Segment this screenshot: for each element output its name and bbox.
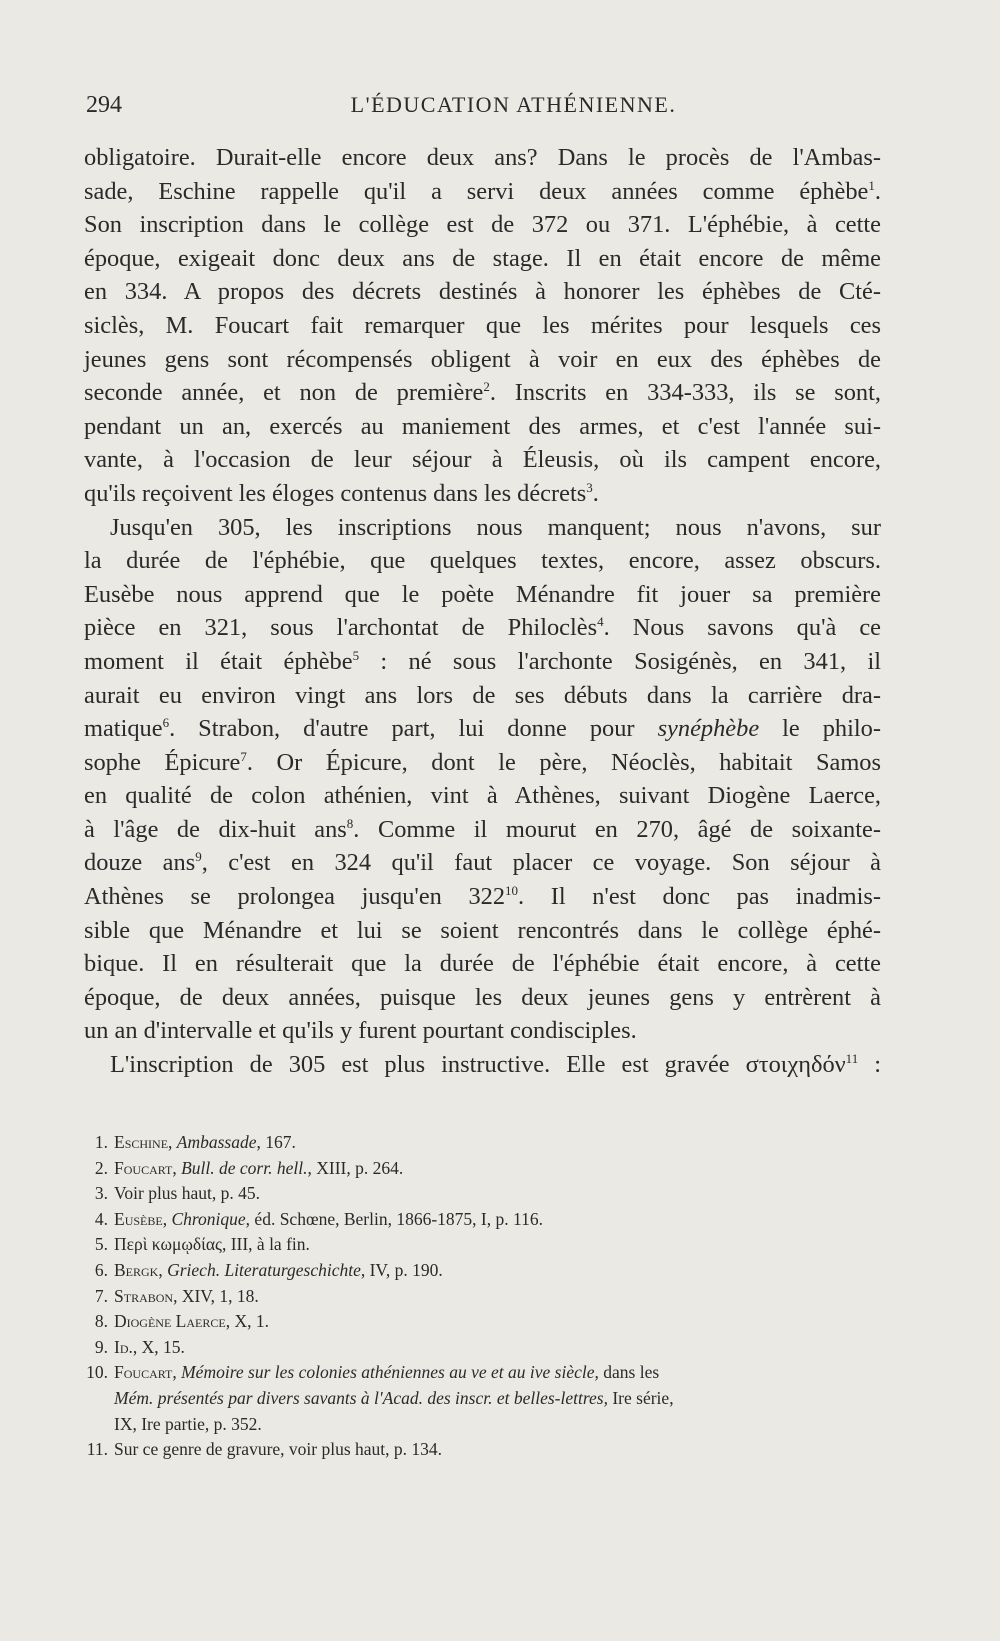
body-line-text: un an d'intervalle et qu'ils y furent pourtant condisciples. — [84, 1017, 637, 1045]
body-line-tail: . — [592, 479, 599, 507]
footnote-author: Id. — [114, 1336, 133, 1357]
footnote-author: Diogène Laerce — [114, 1311, 226, 1332]
footnote-author: Foucart — [114, 1157, 173, 1178]
body-line — [84, 343, 881, 377]
footnote — [84, 1232, 881, 1258]
body-line — [84, 175, 881, 209]
footnote-ref: 5 — [352, 647, 360, 663]
footnote-text: , — [162, 1208, 172, 1229]
footnote-number: 2. — [94, 1157, 108, 1178]
body-line-text: siclès, M. Foucart fait remarquer que les mérites pour lesquels ces — [84, 311, 881, 339]
body-line-text: sible que Ménandre et lui se soient rencontrés dans le collège éphé- — [84, 916, 881, 944]
footnote — [84, 1360, 881, 1386]
body-line-tail: . Il n'est donc pas inadmis- — [518, 883, 881, 911]
body-line-text: la durée de l'éphébie, que quelques textes, encore, assez obscurs. — [84, 547, 881, 575]
body-line-text: en 334. A propos des décrets destinés à honorer les éphèbes de Cté- — [84, 278, 881, 306]
footnote-number: 9. — [94, 1336, 108, 1357]
footnote-title: Griech. Literaturgeschichte — [167, 1259, 361, 1280]
body-line — [84, 880, 881, 914]
footnote-author: Strabon — [114, 1285, 174, 1306]
body-line — [84, 410, 881, 444]
footnote — [84, 1258, 881, 1284]
footnote-text: Voir plus haut, p. 45. — [114, 1183, 260, 1204]
footnote — [84, 1156, 881, 1182]
body-line — [84, 611, 881, 645]
running-title: L'ÉDUCATION ATHÉNIENNE. — [350, 92, 677, 117]
footnote — [84, 1207, 881, 1233]
footnote-ref: 8 — [346, 815, 354, 831]
footnote-ref: 3 — [586, 479, 593, 495]
footnote-text: , — [158, 1259, 168, 1280]
footnote-text: Sur ce genre de gravure, voir plus haut, p. 134. — [114, 1439, 443, 1460]
footnote-title: Bull. de corr. hell. — [181, 1157, 308, 1178]
footnote-text: , 167. — [256, 1132, 296, 1152]
body-line — [84, 813, 881, 847]
page-header — [86, 92, 881, 124]
footnote-title: Mém. présentés par divers savants à l'Acad. des inscr. et belles-lettres, — [114, 1387, 608, 1408]
footnote-ref: 4 — [597, 614, 604, 630]
body-line — [84, 746, 881, 780]
footnote-text: dans les — [598, 1362, 660, 1383]
body-line-text: L'inscription de 305 est plus instructive. Elle est gravée στοιχηδόν — [110, 1051, 846, 1079]
body-line-text: moment il était éphèbe — [84, 647, 353, 675]
body-line-tail: . Inscrits en 334-333, ils se sont, — [489, 379, 881, 407]
body-line — [84, 511, 881, 545]
body-line — [84, 208, 881, 242]
footnote-number: 5. — [94, 1234, 108, 1255]
body-line-text: Jusqu'en 305, les inscriptions nous manquent; nous n'avons, sur — [110, 513, 881, 541]
footnote-ref: 10 — [505, 883, 519, 899]
body-line — [84, 779, 881, 813]
footnote-text: Ire série, — [607, 1387, 674, 1408]
footnote-title: Ambassade — [176, 1132, 257, 1152]
footnote-author: Eusèbe — [114, 1208, 163, 1229]
body-line — [84, 141, 881, 175]
footnote-text: , — [168, 1132, 177, 1152]
body-line-tail: . Nous savons qu'à ce — [603, 614, 881, 642]
body-line — [84, 1014, 881, 1048]
footnote-text: , X, 1. — [225, 1311, 269, 1332]
body-line-text: en qualité de colon athénien, vint à Athènes, suivant Diogène Laerce, — [84, 782, 881, 810]
body-line-tail: . Comme il mourut en 270, âgé de soixante- — [353, 815, 881, 843]
body-line — [84, 914, 881, 948]
body-line-tail: . Or Épicure, dont le père, Néoclès, habitait Samos — [246, 748, 881, 776]
footnote-author: Eschine — [114, 1132, 169, 1152]
body-line-tail: : — [858, 1051, 882, 1079]
body-line — [84, 242, 881, 276]
footnote-ref: 7 — [240, 748, 247, 764]
footnote — [84, 1386, 881, 1412]
footnote-number: 8. — [94, 1311, 108, 1332]
footnote-text: , éd. Schœne, Berlin, 1866-1875, I, p. 116. — [245, 1208, 543, 1229]
body-line-tail: le philo- — [759, 715, 882, 743]
body-line — [84, 846, 881, 880]
footnote-title: Mémoire sur les colonies athéniennes au ve et au ive siècle, — [181, 1362, 599, 1383]
body-line-text: matique — [84, 715, 163, 743]
body-line — [84, 309, 881, 343]
body-line-text: Athènes se prolongea jusqu'en 322 — [84, 883, 506, 911]
body-line-text: pièce en 321, sous l'archontat de Philoclès — [84, 614, 598, 642]
body-line-text: sophe Épicure — [84, 748, 241, 776]
body-line — [84, 947, 881, 981]
body-line — [84, 275, 881, 309]
body-line-text: époque, de deux années, puisque les deux jeunes gens y entrèrent à — [84, 983, 881, 1011]
footnotes — [84, 1130, 881, 1463]
footnote-ref: 1 — [868, 177, 875, 193]
body-line-text: seconde année, et non de première — [84, 379, 484, 407]
body-line-text: douze ans — [84, 849, 196, 877]
body-line-tail: . Strabon, d'autre part, lui donne pour — [169, 715, 658, 743]
body-line — [84, 376, 881, 410]
footnote — [84, 1412, 881, 1438]
body-line-text: époque, exigeait donc deux ans de stage. Il en était encore de même — [84, 244, 881, 272]
footnote-text: , IV, p. 190. — [360, 1259, 443, 1280]
body-line-text: à l'âge de dix-huit ans — [84, 815, 347, 843]
body-line-text: Son inscription dans le collège est de 372 ou 371. L'éphébie, à cette — [84, 211, 881, 239]
footnote — [84, 1181, 881, 1207]
body-line — [84, 578, 881, 612]
footnote-text: , XIII, p. 264. — [307, 1157, 404, 1178]
body-line — [84, 1048, 881, 1082]
body-line — [84, 981, 881, 1015]
body-line — [84, 712, 881, 746]
italic-word: synéphèbe — [657, 715, 760, 743]
footnote-author: Bergk — [114, 1259, 159, 1280]
body-line-tail: , c'est en 324 qu'il faut placer ce voyage. Son séjour à — [201, 849, 881, 877]
footnote-ref: 11 — [845, 1051, 859, 1067]
footnote-number: 6. — [94, 1259, 108, 1280]
footnote — [84, 1284, 881, 1310]
body-text — [84, 141, 881, 1082]
footnote — [84, 1309, 881, 1335]
body-line — [84, 679, 881, 713]
body-line-tail: : né sous l'archonte Sosigénès, en 341, il — [359, 647, 881, 675]
footnote-number: 10. — [86, 1362, 108, 1383]
footnote-number: 4. — [94, 1208, 108, 1229]
body-line-tail: . — [874, 177, 881, 205]
footnote-number: 1. — [94, 1132, 108, 1152]
body-line — [84, 645, 881, 679]
body-line-text: pendant un an, exercés au maniement des armes, et c'est l'année sui- — [84, 412, 881, 440]
body-line-text: obligatoire. Durait-elle encore deux ans? Dans le procès de l'Ambas- — [84, 144, 881, 171]
footnote-ref: 9 — [195, 849, 202, 865]
footnote-author: Foucart — [114, 1362, 173, 1383]
footnote-number: 7. — [94, 1285, 108, 1306]
footnote-text: , XIV, 1, 18. — [173, 1285, 259, 1306]
body-line-text: Eusèbe nous apprend que le poète Ménandre fit jouer sa première — [84, 580, 881, 608]
footnote-ref: 6 — [162, 715, 170, 731]
footnote-number: 3. — [94, 1183, 108, 1204]
body-line — [84, 544, 881, 578]
footnote-text: IX, Ire partie, p. 352. — [114, 1413, 262, 1434]
body-line-text: vante, à l'occasion de leur séjour à Éleusis, où ils campent encore, — [84, 446, 881, 474]
body-line-text: jeunes gens sont récompensés obligent à voir en eux des éphèbes de — [84, 345, 881, 373]
footnote-text: , — [172, 1362, 182, 1383]
body-line-text: qu'ils reçoivent les éloges contenus dans les décrets — [84, 479, 587, 507]
footnote — [84, 1130, 881, 1156]
footnote-text: Περὶ κωμῳδίας, III, à la fin. — [114, 1234, 310, 1255]
footnote-title: Chronique — [171, 1208, 246, 1229]
body-line — [84, 443, 881, 477]
footnote-number: 11. — [86, 1439, 108, 1460]
body-line-text: aurait eu environ vingt ans lors de ses débuts dans la carrière dra- — [84, 681, 881, 709]
footnote — [84, 1335, 881, 1361]
footnote-ref: 2 — [483, 379, 490, 395]
page-number: 294 — [86, 92, 122, 118]
footnote-text: , — [172, 1157, 182, 1178]
body-line-text: sade, Eschine rappelle qu'il a servi deux années comme éphèbe — [84, 177, 869, 205]
body-line-text: bique. Il en résulterait que la durée de l'éphébie était encore, à cette — [84, 950, 881, 978]
body-line — [84, 477, 881, 511]
footnote-text: , X, 15. — [132, 1336, 185, 1357]
footnote — [84, 1437, 881, 1463]
